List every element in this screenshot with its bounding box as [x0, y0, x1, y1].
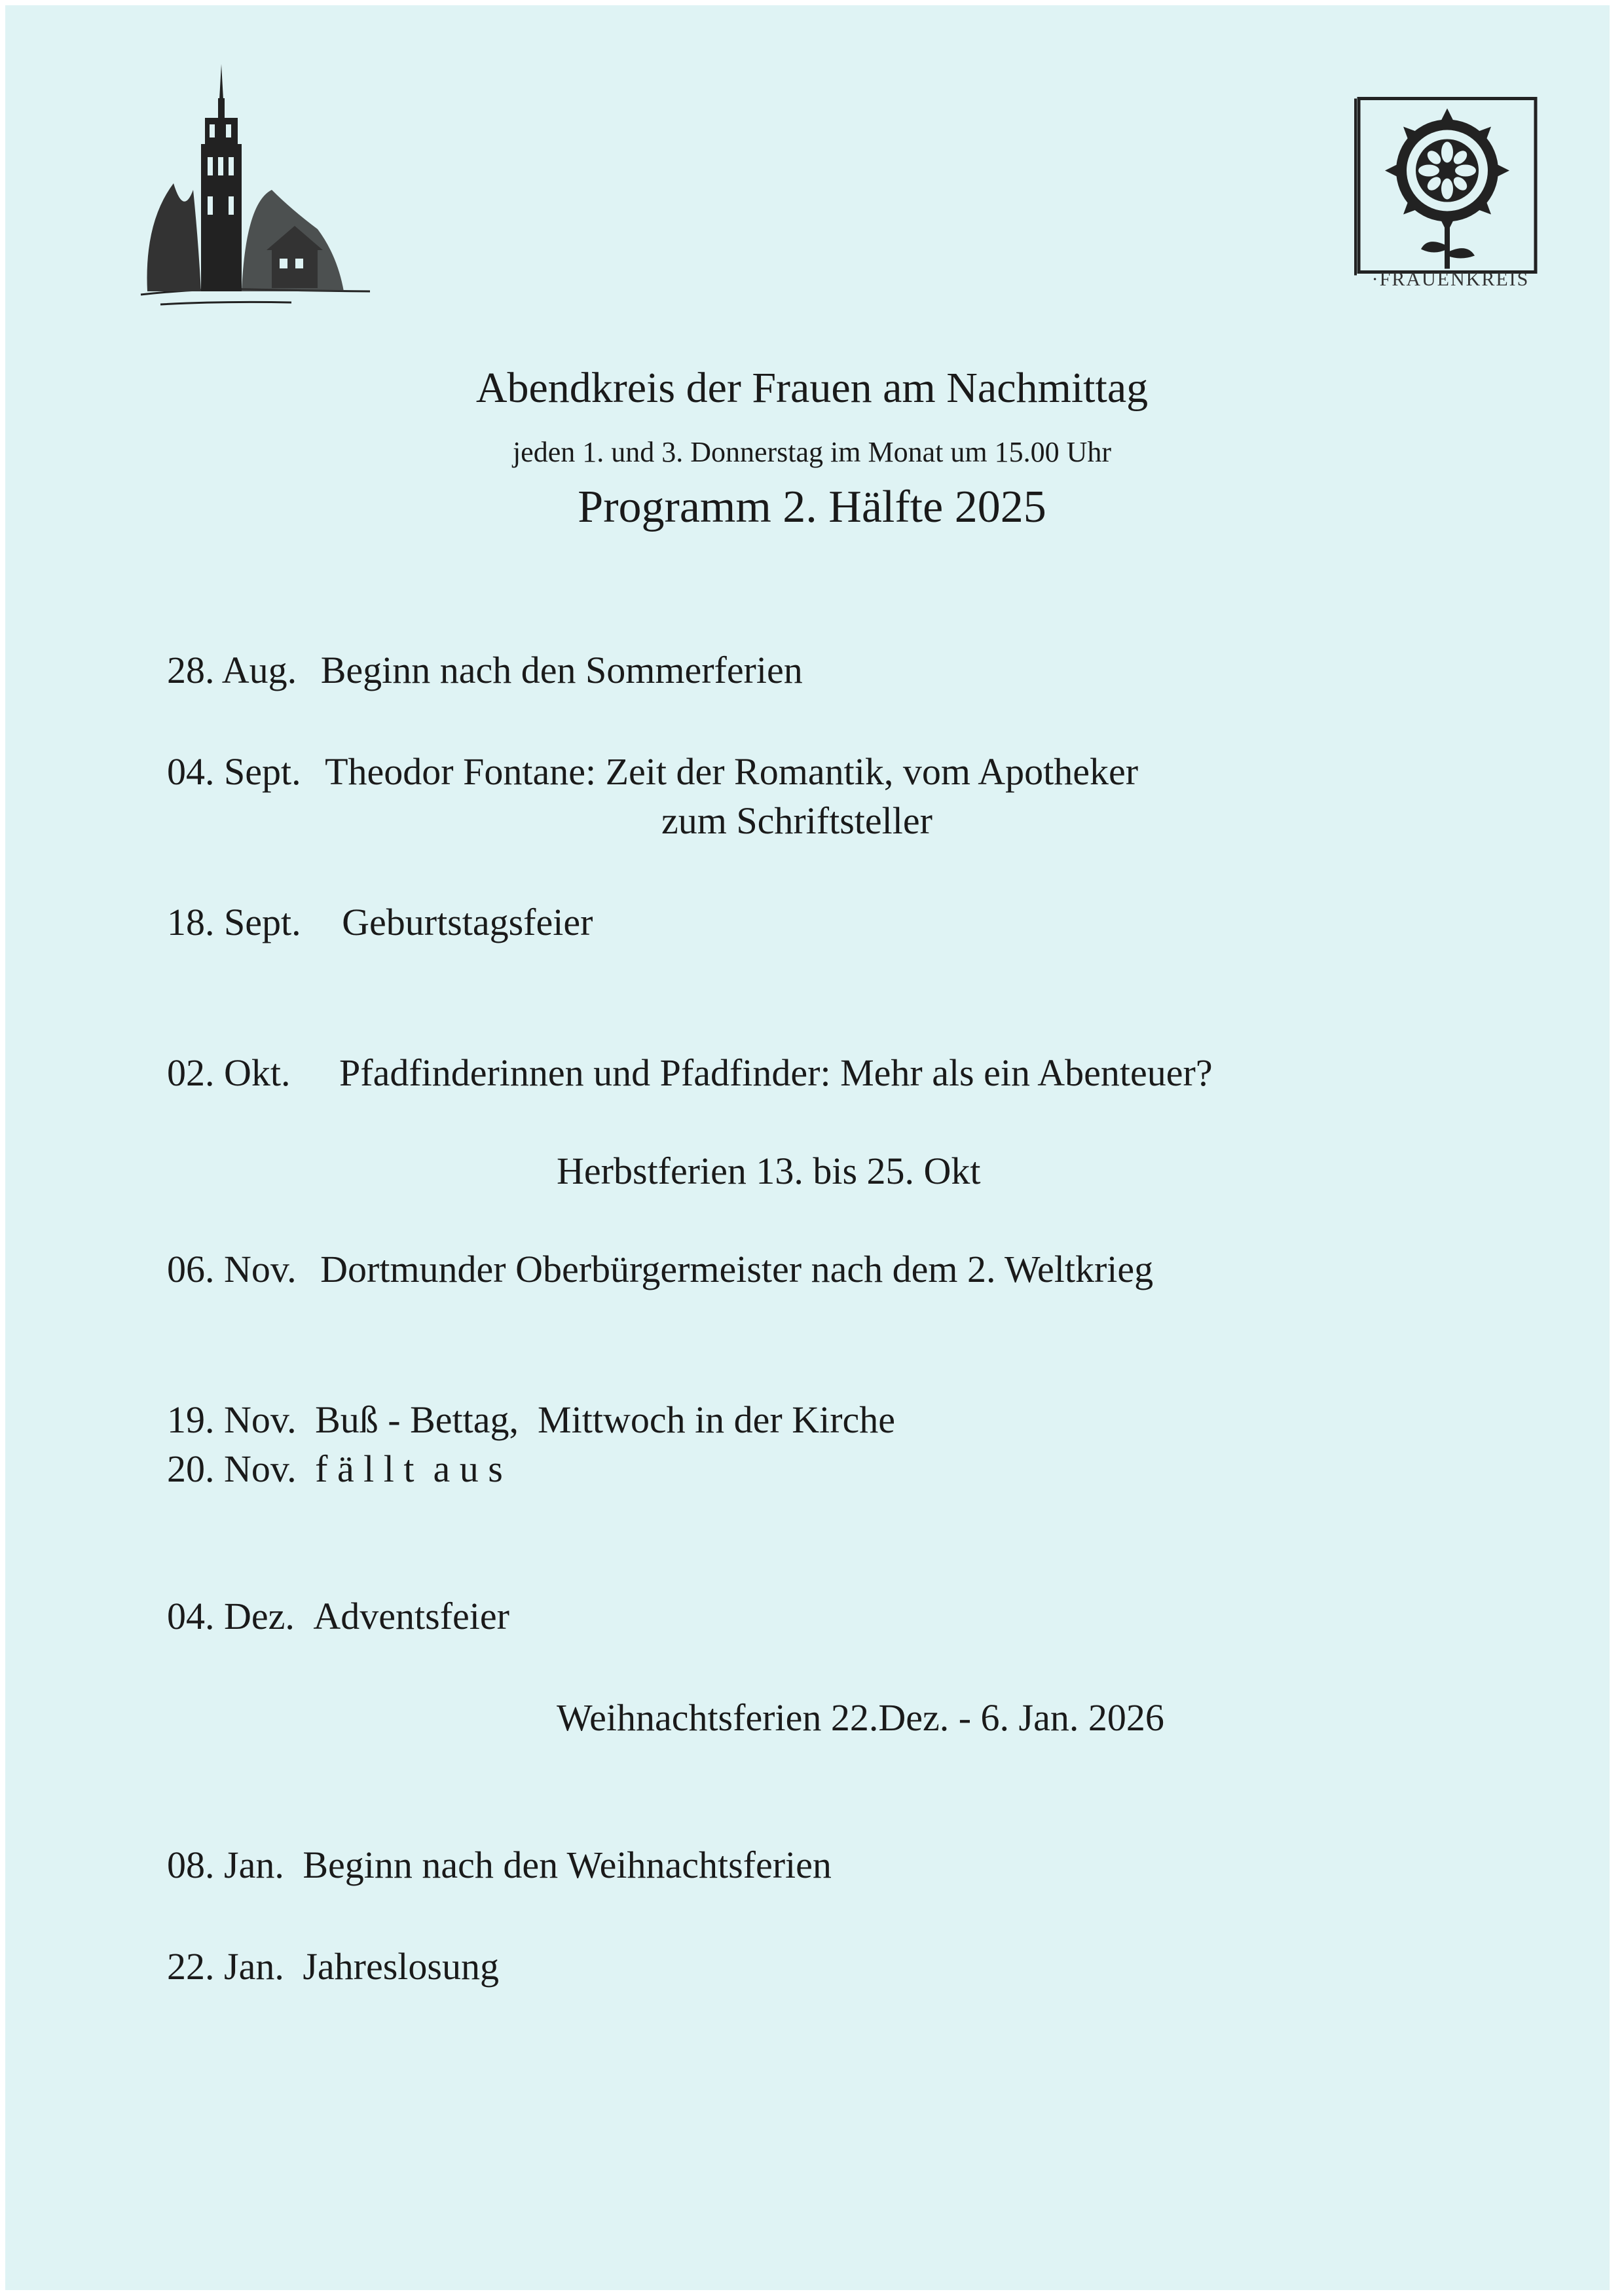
- event-item: [167, 1447, 503, 1491]
- event-text: Buß - Bettag, Mittwoch in der Kirche: [315, 1398, 896, 1441]
- event-item: [167, 1051, 1213, 1095]
- event-date: 19. Nov.: [167, 1398, 297, 1441]
- event-date: 04. Sept.: [167, 750, 301, 793]
- frauenkreis-logo-caption: ·FRAUENKREIS: [1371, 268, 1530, 290]
- event-date: 02. Okt.: [167, 1051, 291, 1094]
- event-text: Jahreslosung: [303, 1945, 499, 1988]
- holiday-note-autumn: Herbstferien 13. bis 25. Okt: [557, 1150, 981, 1192]
- event-item: [167, 1247, 1153, 1291]
- event-date: 28. Aug.: [167, 649, 297, 691]
- event-text: Beginn nach den Weihnachtsferien: [303, 1844, 832, 1886]
- event-text-continuation: zum Schriftsteller: [661, 799, 932, 842]
- holiday-note-christmas: Weihnachtsferien 22.Dez. - 6. Jan. 2026: [557, 1696, 1164, 1739]
- event-text: Geburtstagsfeier: [342, 901, 593, 943]
- program-heading: Programm 2. Hälfte 2025: [578, 482, 1046, 532]
- event-date: 18. Sept.: [167, 901, 301, 943]
- event-date: 04. Dez.: [167, 1595, 295, 1637]
- page-title: Abendkreis der Frauen am Nachmittag: [475, 364, 1149, 412]
- event-text: Adventsfeier: [313, 1595, 509, 1637]
- event-date: 20. Nov.: [167, 1448, 297, 1490]
- page-subtitle: jeden 1. und 3. Donnerstag im Monat um 15.00 Uhr: [512, 436, 1112, 468]
- event-text: Theodor Fontane: Zeit der Romantik, vom Apotheker: [325, 750, 1139, 793]
- event-text: Pfadfinderinnen und Pfadfinder: Mehr als ein Abenteuer?: [339, 1051, 1213, 1094]
- event-item: [167, 648, 803, 692]
- event-item: [167, 1944, 499, 1988]
- event-item: [167, 750, 1138, 793]
- church-tower-drawing-icon: [121, 59, 377, 321]
- event-text: Dortmunder Oberbürgermeister nach dem 2. Weltkrieg: [320, 1248, 1154, 1290]
- event-date: 06. Nov.: [167, 1248, 297, 1290]
- event-item: [167, 900, 593, 944]
- event-text: Beginn nach den Sommerferien: [320, 649, 803, 691]
- event-date: 22. Jan.: [167, 1945, 284, 1988]
- event-item: [167, 1594, 509, 1638]
- event-text: f ä l l t a u s: [315, 1448, 503, 1490]
- event-item: [167, 1843, 832, 1887]
- event-item: [167, 1398, 895, 1442]
- event-date: 08. Jan.: [167, 1844, 284, 1886]
